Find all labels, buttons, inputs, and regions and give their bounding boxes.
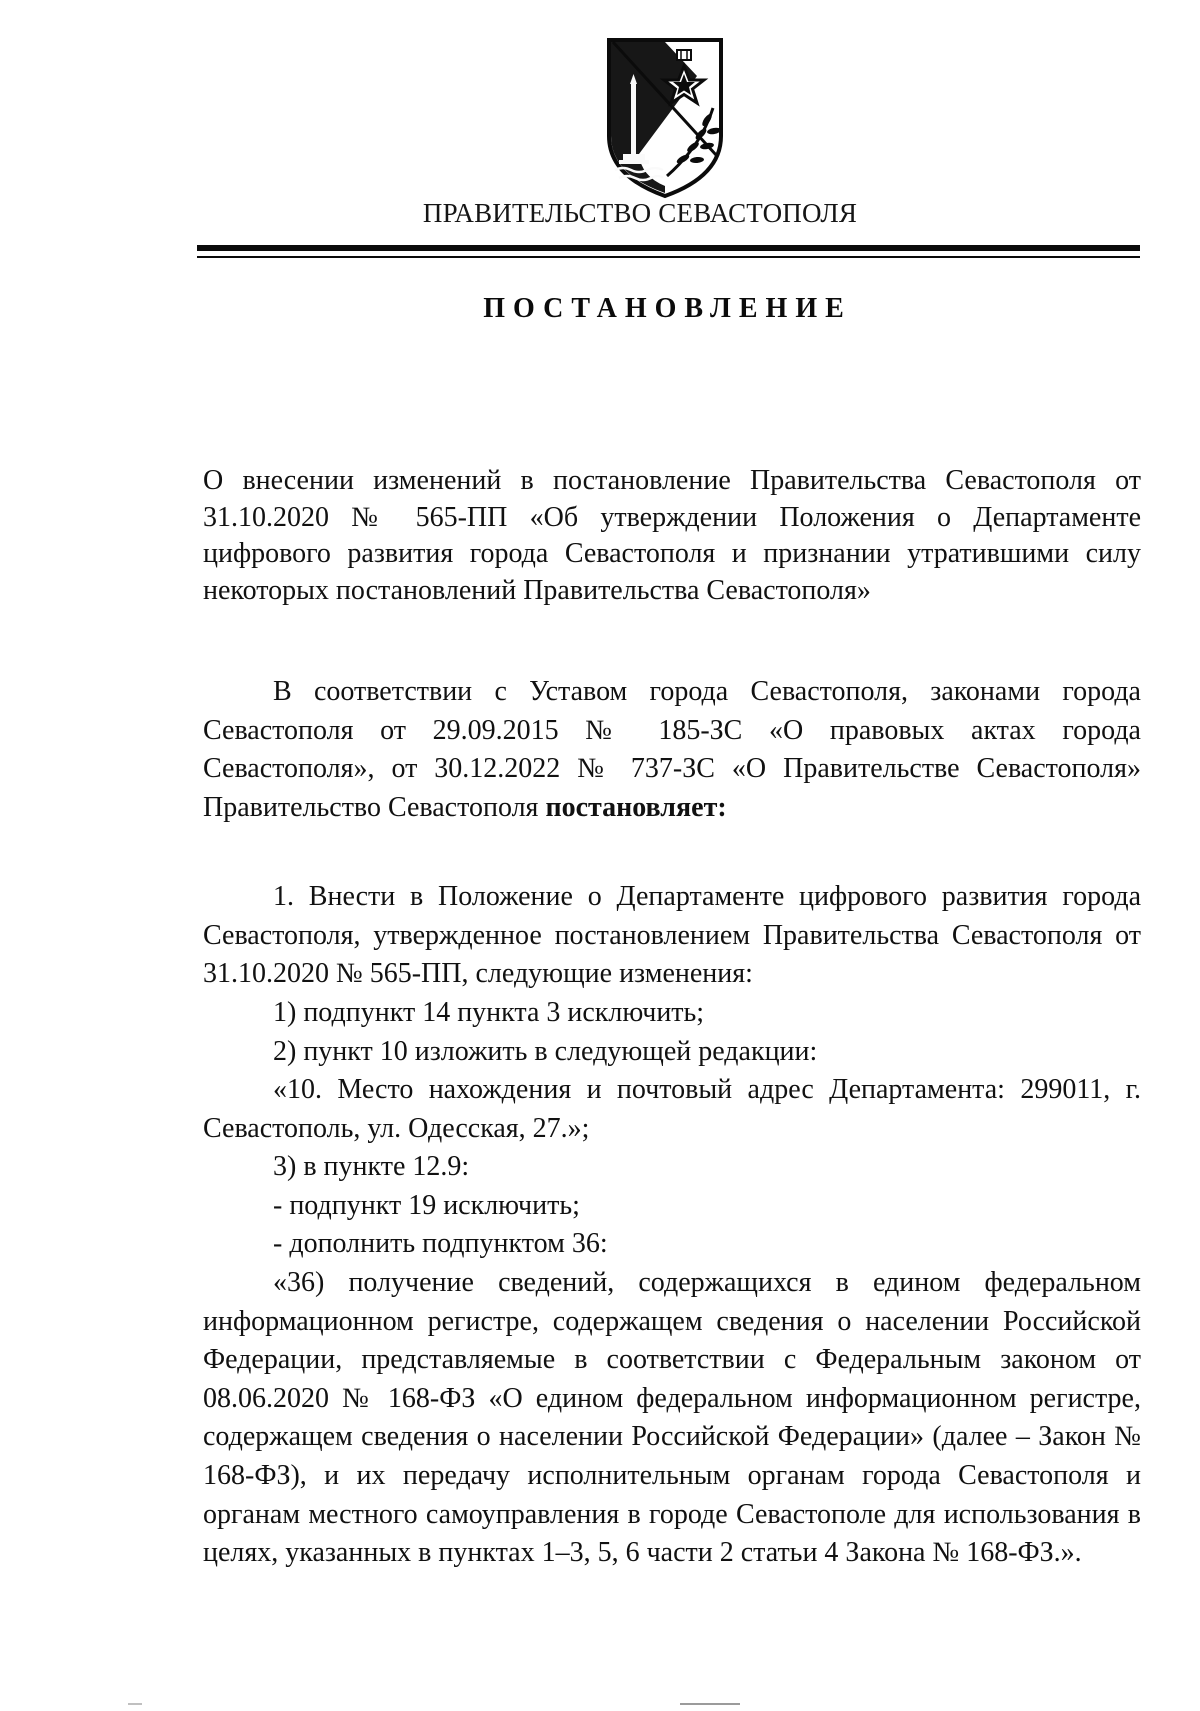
organization-name: ПРАВИТЕЛЬСТВО СЕВАСТОПОЛЯ bbox=[422, 198, 858, 228]
preamble-resolves: постановляет: bbox=[545, 791, 727, 823]
header-rule-thick bbox=[197, 245, 1140, 251]
preamble-paragraph bbox=[203, 673, 1141, 827]
scan-artifact bbox=[680, 1703, 740, 1705]
preamble-text: В соответствии с Уставом города Севастополя, законами города Севастополя от 29.09.2015 № 185-ЗС «О правовых актах города Севастополя», от 30.12.2022 № 737-ЗС «О Правительстве Севастополя» Правительство Севастополя bbox=[203, 676, 1141, 823]
document-subject: О внесении изменений в постановление Правительства Севастополя от 31.10.2020 № 565-ПП «Об утверждении Положения о Департаменте цифрового развития города Севастополя и признании утратившими силу некоторых постановлений Правительства Севастополя» bbox=[203, 465, 1141, 606]
scan-artifact bbox=[128, 1703, 142, 1705]
dash-item-2: - дополнить подпунктом 36: bbox=[273, 1228, 608, 1259]
subitem-3: 3) в пункте 12.9: bbox=[273, 1151, 470, 1182]
item-1: 1. Внести в Положение о Департаменте цифрового развития города Севастополя, утвержденное постановлением Правительства Севастополя от 31.10.2020 № 565-ПП, следующие изменения: bbox=[203, 881, 1141, 990]
subitem-1: 1) подпункт 14 пункта 3 исключить; bbox=[273, 997, 705, 1028]
subitem-2: 2) пункт 10 изложить в следующей редакции: bbox=[273, 1036, 818, 1067]
coat-of-arms-emblem bbox=[601, 36, 729, 199]
dash-item-1: - подпункт 19 исключить; bbox=[273, 1190, 580, 1221]
document-type-heading: ПОСТАНОВЛЕНИЕ bbox=[483, 293, 852, 324]
header-rule-thin bbox=[197, 256, 1140, 258]
quote-point-10: «10. Место нахождения и почтовый адрес Департамента: 299011, г. Севастополь, ул. Одесская, 27.»; bbox=[203, 1074, 1141, 1144]
quote-subpoint-36: «36) получение сведений, содержащихся в едином федеральном информационном регистре, содержащем сведения о населении Российской Федерации, представляемые в соответствии с Федеральным законом от 08.06.2020 № 168-ФЗ «О едином федеральном информационном регистре, содержащем сведения о населении Российской Федерации» (далее – Закон № 168-ФЗ), и их передачу исполнительным органам города Севастополя и органам местного самоуправления в городе Севастополе для использования в целях, указанных в пунктах 1–3, 5, 6 части 2 статьи 4 Закона № 168-ФЗ.». bbox=[203, 1267, 1141, 1569]
